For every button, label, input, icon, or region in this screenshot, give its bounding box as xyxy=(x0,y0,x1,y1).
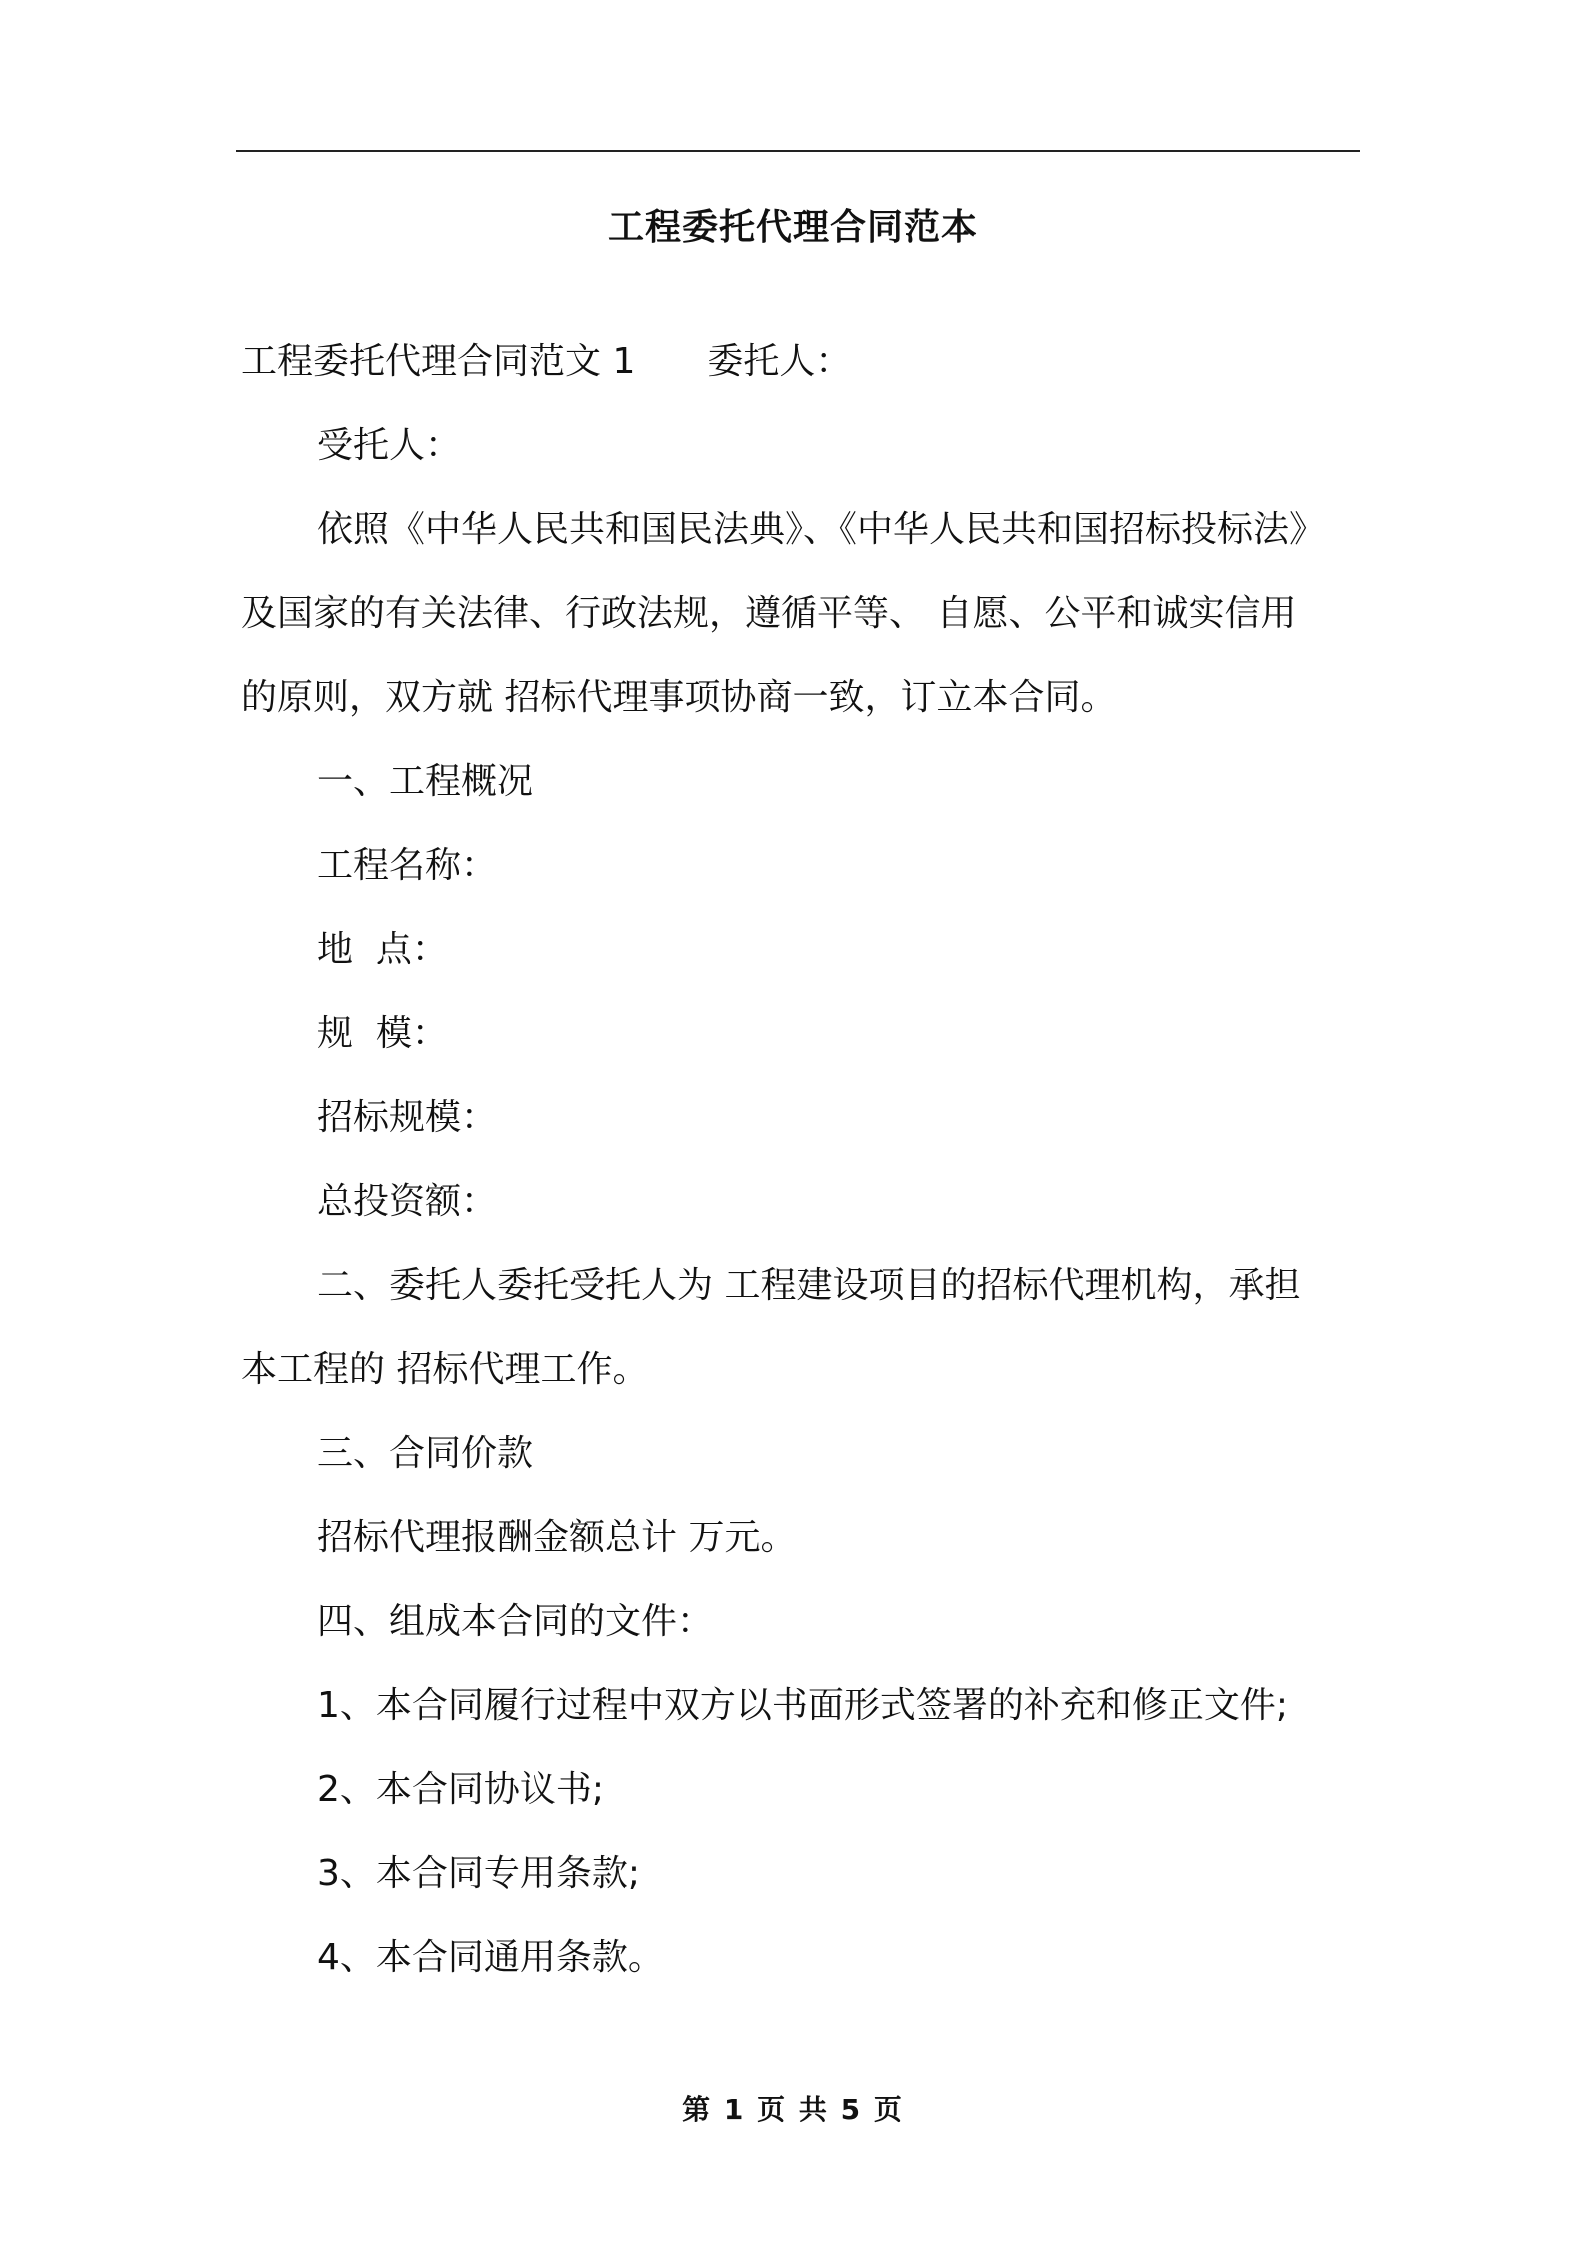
document-list-item-3: 3、本合同专用条款; xyxy=(317,1853,641,1894)
header-rule xyxy=(236,150,1360,152)
location-field: 地 点： xyxy=(317,929,448,970)
contract-sample-label: 工程委托代理合同范文 1 xyxy=(241,341,636,382)
document-list-item-2: 2、本合同协议书; xyxy=(317,1769,605,1810)
intro-text-1: 依照《中华人民共和国民法典》、《中华人民共和国招标投标法》 xyxy=(317,509,1326,550)
tender-scale-field: 招标规模： xyxy=(317,1097,498,1138)
document-body xyxy=(241,320,1361,2000)
section-4-title: 四、组成本合同的文件： xyxy=(317,1601,714,1642)
section-3-title: 三、合同价款 xyxy=(317,1433,534,1474)
total-investment-field: 总投资额： xyxy=(317,1181,498,1222)
document-list-item-1: 1、本合同履行过程中双方以书面形式签署的补充和修正文件; xyxy=(317,1685,1289,1726)
intro-paragraph-line-2: 及国家的有关法律、行政法规，遵循平等、 自愿、公平和诚实信用 xyxy=(241,593,1297,634)
scale-field: 规 模： xyxy=(317,1013,448,1054)
page-number-footer: 第 1 页 共 5 页 xyxy=(682,2093,904,2126)
section-1-title: 一、工程概况 xyxy=(317,761,534,802)
trustee-label: 受托人： xyxy=(317,425,462,466)
section-2-line-1: 二、委托人委托受托人为 工程建设项目的招标代理机构，承担 xyxy=(317,1265,1301,1306)
heading-line xyxy=(241,320,1361,404)
project-name-field: 工程名称： xyxy=(317,845,498,886)
document-title: 工程委托代理合同范本 xyxy=(607,207,978,248)
fee-text: 招标代理报酬金额总计 万元。 xyxy=(317,1517,797,1558)
intro-paragraph-line-3: 的原则，双方就 招标代理事项协商一致，订立本合同。 xyxy=(241,677,1117,718)
section-2-line-2: 本工程的 招标代理工作。 xyxy=(241,1349,649,1390)
document-list-item-4: 4、本合同通用条款。 xyxy=(317,1937,664,1978)
principal-label: 委托人： xyxy=(707,341,852,382)
intro-paragraph-line-1 xyxy=(241,488,1361,572)
